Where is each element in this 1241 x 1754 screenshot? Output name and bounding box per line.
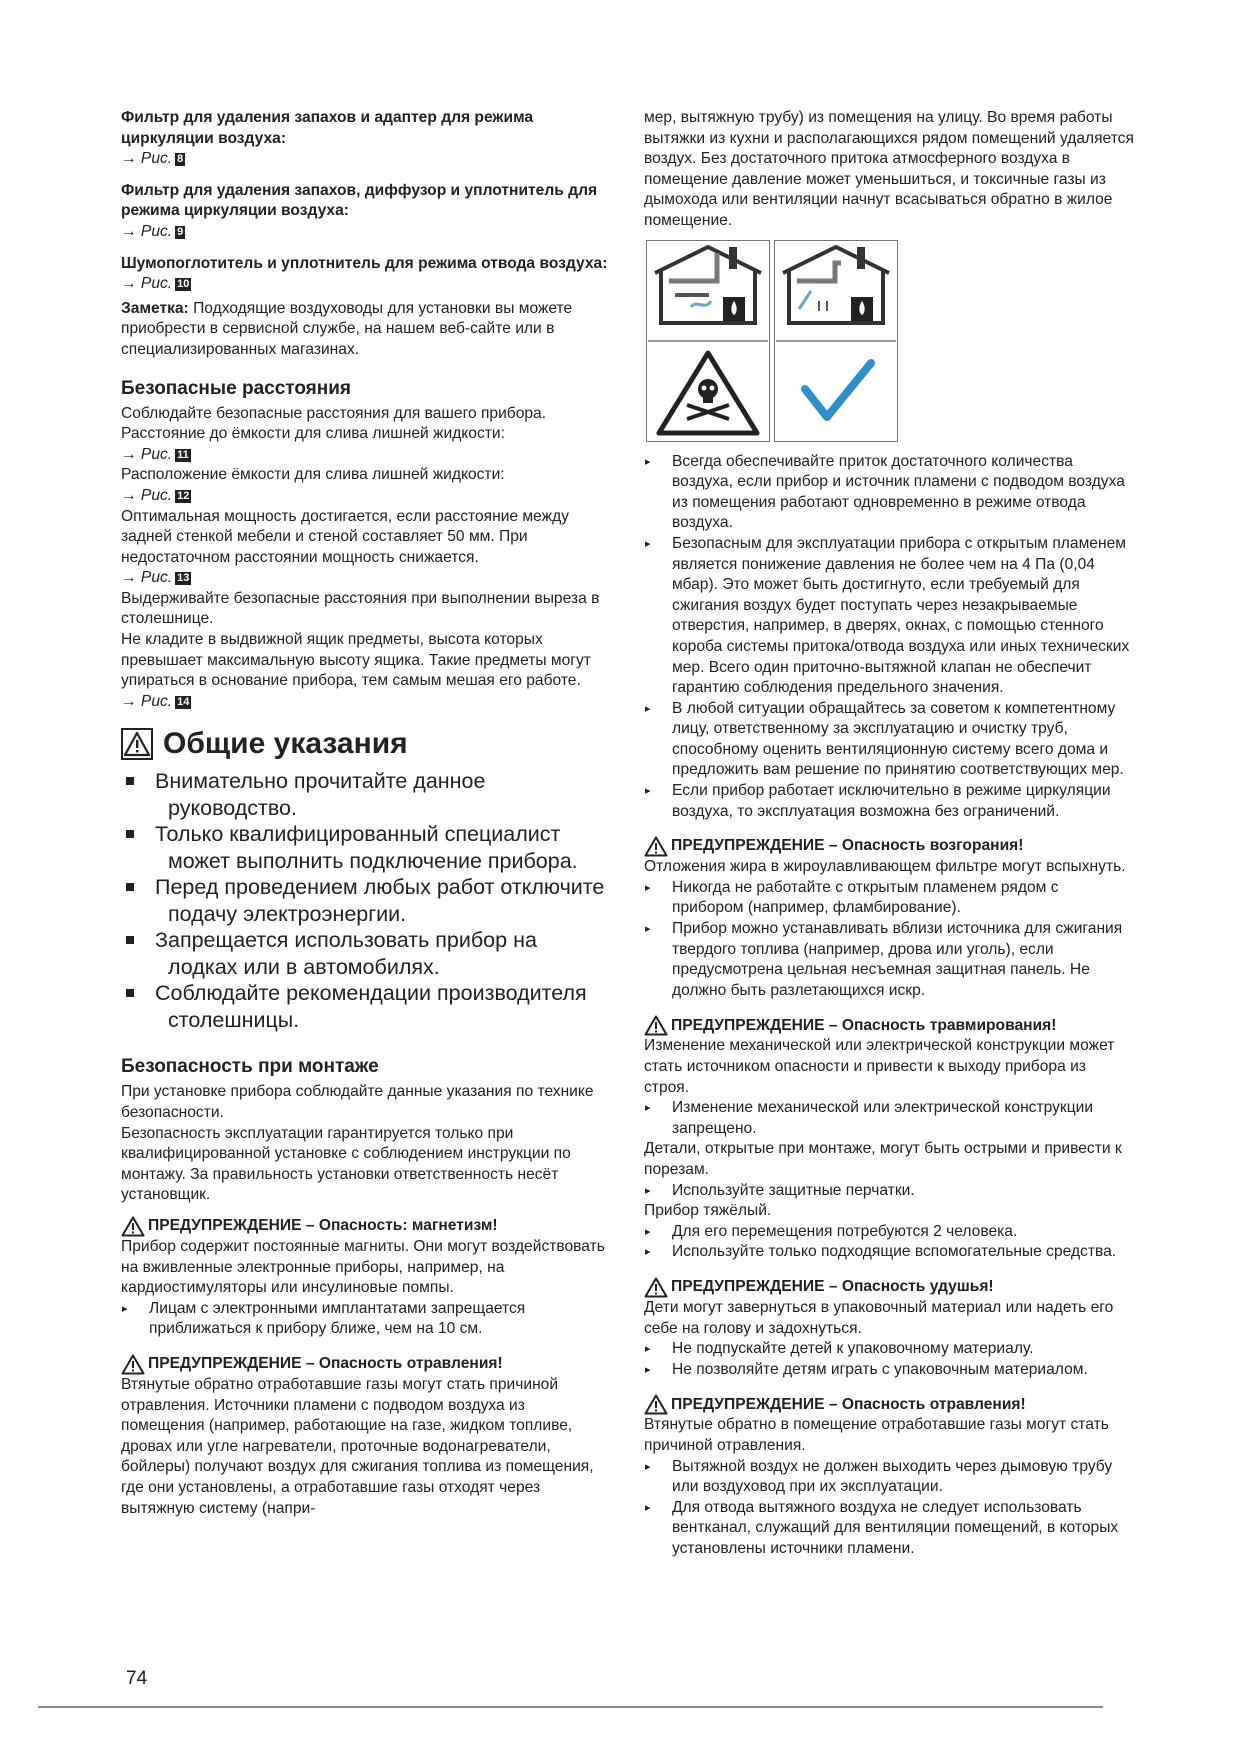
filter-block-3 (121, 254, 611, 295)
warning-text: Дети могут завернуться в упаковочный материал или надеть его себе на голову и задохнуться. (644, 1298, 1114, 1337)
warning-injury-title: ПРЕДУПРЕЖДЕНИЕ – Опасность травмирования! (644, 1015, 1134, 1036)
warning-text: Втянутые обратно отработавшие газы могут стать причиной отравления. Источники пламени с подводом воздуха из помещения (например, работающие на газе, жидком топливе, дровах или угле нагреватели, проточные водонагреватели, бойлеры) получают воздух для сжигания топлива из помещения, где они установлены, а отработавшие газы отходят через вытяжную систему (напри- (121, 1375, 594, 1517)
list-item: Запрещается использовать прибор на лодках или в автомобилях. (121, 927, 611, 980)
warning-text: Втянутые обратно в помещение отработавшие газы могут стать причиной отравления. (644, 1416, 1109, 1454)
warning-list (644, 1457, 1134, 1560)
warning-icon (644, 836, 668, 857)
paragraph: мер, вытяжную трубу) из помещения на улицу. Во время работы вытяжки из кухни и располагающихся рядом помещений удаляется воздух. Без достаточного притока атмосферного воздуха в помещение давление может уменьшиться, и токсичные газы из дымохода или вентиляции начнут всасываться обратно в жилое помещение. (644, 109, 1134, 229)
note-text: Подходящие воздуховоды для установки вы можете приобрести в сервисной службе, на нашем веб-сайте или в специализированных магазинах. (121, 299, 573, 358)
house-exhaust-ok-icon (775, 241, 897, 441)
paragraph: При установке прибора соблюдайте данные указания по технике безопасности. (121, 1083, 594, 1122)
warning-icon (644, 1394, 668, 1415)
paragraph: Соблюдайте безопасные расстояния для вашего прибора. (121, 404, 547, 422)
list-item: ▸ Используйте защитные перчатки. (645, 1181, 915, 1199)
filter-block-2 (121, 181, 611, 243)
list-item: ▸ Никогда не работайте с открытым пламенем рядом с прибором (например, фламбирование). (645, 878, 1059, 917)
page-number: 74 (126, 1668, 148, 1689)
warning-triangle-icon (121, 728, 153, 760)
figure-number: 9 (177, 225, 184, 238)
warning-list (644, 878, 1134, 1002)
warning-poison2-title: ПРЕДУПРЕЖДЕНИЕ – Опасность отравления! (644, 1394, 1134, 1415)
list-item: ▸ Для отвода вытяжного воздуха не следует использовать вентканал, служащий для вентиляции помещений, в которых установлены источники пламени. (645, 1498, 1119, 1557)
list-item: ▸ В любой ситуации обращайтесь за советом к компетентному лицу, ответственному за эксплуатацию и очистку труб, способному оценить вентиляционную систему всего дома и предложить вам решение по принятию соответствующих мер. (645, 699, 1124, 779)
warning-text: Детали, открытые при монтаже, могут быть острыми и привести к порезам. (644, 1140, 1122, 1178)
filter-title: Шумопоглотитель и уплотнитель для режима отвода воздуха: (121, 254, 608, 272)
general-heading (121, 726, 611, 762)
ventilation-figures (646, 240, 1134, 442)
paragraph: Выдерживайте безопасные расстояния при выполнении выреза в столешнице. (121, 589, 600, 628)
list-item: ▸ Изменение механической или электрической конструкции запрещено. (645, 1099, 1094, 1137)
warning-list (644, 1222, 1134, 1263)
figure-number: 10 (177, 278, 190, 291)
figure-ref: → Рис. (121, 275, 173, 293)
paragraph: Безопасность эксплуатации гарантируется только при квалифицированной установке с соблюдением инструкции по монтажу. За правильность установки ответственность несёт установщик. (121, 1124, 571, 1204)
safe-distances-heading: Безопасные расстояния (121, 377, 352, 399)
ventilation-list (644, 452, 1134, 823)
warning-list (644, 1098, 1134, 1139)
house-exhaust-danger-icon (647, 241, 769, 441)
warning-list (644, 1339, 1134, 1380)
paragraph: Расстояние до ёмкости для слива лишней жидкости: (121, 425, 505, 443)
filter-title: Фильтр для удаления запахов, диффузор и уплотнитель для режима циркуляции воздуха: (121, 181, 598, 220)
figure-number: 13 (177, 572, 190, 585)
warning-text: Прибор тяжёлый. (644, 1202, 772, 1220)
warning-magnet-title: ПРЕДУПРЕЖДЕНИЕ – Опасность: магнетизм! (121, 1216, 611, 1237)
list-item: ▸ Лицам с электронными имплантатами запрещается приближаться к прибору ближе, чем на 10 см. (122, 1299, 526, 1338)
list-item: Перед проведением любых работ отключите подачу электроэнергии. (121, 874, 611, 927)
warning-list (121, 1299, 611, 1340)
warning-suffocation-title: ПРЕДУПРЕЖДЕНИЕ – Опасность удушья! (644, 1277, 1134, 1298)
list-item: ▸ Не подпускайте детей к упаковочному материалу. (645, 1340, 1034, 1358)
list-item: Внимательно прочитайте данное руководство. (121, 768, 611, 821)
figure-ref: → Рис. (121, 569, 173, 587)
warning-icon (644, 1277, 668, 1298)
general-heading-text: Общие указания (163, 727, 408, 761)
left-column (121, 108, 611, 1519)
note-label: Заметка: (121, 299, 189, 317)
figure-number: 12 (177, 489, 190, 502)
filter-block-1 (121, 108, 611, 170)
right-column (644, 108, 1134, 1559)
figure-number: 8 (177, 153, 184, 166)
footer-rule (38, 1706, 1103, 1708)
list-item: ▸ Вытяжной воздух не должен выходить через дымовую трубу или воздуховод при их эксплуатации. (645, 1457, 1113, 1496)
paragraph: Оптимальная мощность достигается, если расстояние между задней стенкой мебели и стеной составляет 50 мм. При недостаточном расстоянии мощность снижается. (121, 507, 569, 566)
warning-text: Прибор содержит постоянные магниты. Они могут воздействовать на вживленные электронные приборы, например, на кардиостимуляторы или инсулиновые помпы. (121, 1238, 605, 1297)
warning-fire-title: ПРЕДУПРЕЖДЕНИЕ – Опасность возгорания! (644, 836, 1134, 857)
figure-ref: → Рис. (121, 150, 173, 168)
figure-ref: → Рис. (121, 486, 173, 504)
list-item: ▸ Прибор можно устанавливать вблизи источника для сжигания твердого топлива (например, дрова или уголь), если предусмотрена цельная несъемная защитная панель. Не должно быть разлетающихся искр. (645, 920, 1123, 999)
warning-text: Отложения жира в жироулавливающем фильтре могут вспыхнуть. (644, 858, 1126, 876)
figure-ref: → Рис. (121, 692, 173, 710)
warning-list (644, 1181, 1134, 1202)
list-item: ▸ Всегда обеспечивайте приток достаточного количества воздуха, если прибор и источник пламени с подводом воздуха из помещения работают одновременно в режиме отвода воздуха. (645, 452, 1125, 532)
filter-title: Фильтр для удаления запахов и адаптер для режима циркуляции воздуха: (121, 109, 534, 147)
note (121, 299, 611, 361)
figure-ref: → Рис. (121, 222, 173, 240)
figure-ok (774, 240, 898, 442)
warning-poison-title: ПРЕДУПРЕЖДЕНИЕ – Опасность отравления! (121, 1354, 611, 1375)
list-item: Только квалифицированный специалист может выполнить подключение прибора. (121, 821, 611, 874)
warning-icon (121, 1354, 145, 1375)
warning-icon (644, 1015, 668, 1036)
list-item: ▸ Используйте только подходящие вспомогательные средства. (645, 1243, 1117, 1261)
list-item: ▸ Для его перемещения потребуются 2 человека. (645, 1222, 1018, 1240)
list-item: Соблюдайте рекомендации производителя столешницы. (121, 980, 611, 1033)
figure-ref: → Рис. (121, 445, 173, 463)
figure-number: 14 (177, 695, 190, 708)
list-item: ▸ Если прибор работает исключительно в режиме циркуляции воздуха, то эксплуатация возможна без ограничений. (645, 782, 1111, 820)
general-list (121, 768, 611, 1033)
list-item: ▸ Безопасным для эксплуатации прибора с открытым пламенем является понижение давления не более чем на 4 Па (0,04 мбар). Это может быть достигнуто, если требуемый для сжигания воздух будет поступать через незакрываемые отверстия, например, в дверях, окнах, с помощью стенного короба системы притока/отвода воздуха или иных технических мер. Всего один приточно-вытяжной клапан не обеспечит гарантию соблюдения предельного значения. (645, 534, 1130, 697)
figure-danger (646, 240, 770, 442)
paragraph: Не кладите в выдвижной ящик предметы, высота которых превышает максимальную высоту ящика. Такие предметы могут упираться в основание прибора, тем самым мешая его работе. (121, 631, 591, 690)
figure-number: 11 (177, 448, 189, 461)
warning-icon (121, 1216, 145, 1237)
list-item: ▸ Не позволяйте детям играть с упаковочным материалом. (645, 1360, 1088, 1378)
paragraph: Расположение ёмкости для слива лишней жидкости: (121, 466, 505, 484)
warning-text: Изменение механической или электрической конструкции может стать источником опасности и привести к выходу прибора из строя. (644, 1037, 1115, 1096)
mount-safety-heading: Безопасность при монтаже (121, 1056, 379, 1078)
